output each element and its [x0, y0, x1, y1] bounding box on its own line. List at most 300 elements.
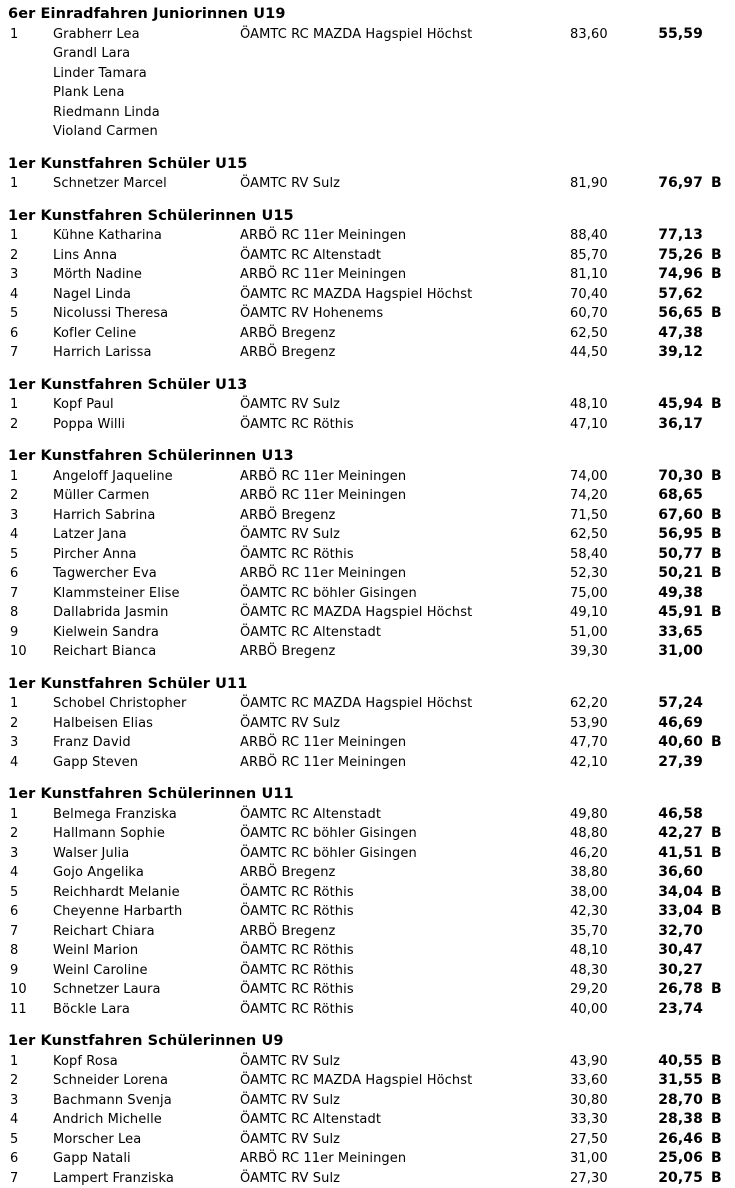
rider-name: Grandl Lara	[53, 44, 240, 64]
name-cell	[53, 694, 240, 714]
result-section	[0, 1032, 735, 1188]
result-cell: 45,91	[598, 603, 703, 623]
rank-cell: 9	[10, 961, 53, 981]
rider-name: Klammsteiner Elise	[53, 584, 240, 604]
name-cell	[53, 285, 240, 305]
result-row	[0, 584, 735, 604]
score-cell: 74,20	[570, 486, 598, 506]
rank-cell: 1	[10, 694, 53, 714]
result-row	[0, 733, 735, 753]
result-cell: 70,30	[598, 467, 703, 487]
rider-name: Kielwein Sandra	[53, 623, 240, 643]
score-cell: 30,80	[570, 1091, 598, 1111]
name-cell	[53, 545, 240, 565]
name-cell	[53, 902, 240, 922]
section-title: 1er Kunstfahren Schüler U11	[0, 675, 735, 695]
result-row	[0, 1169, 735, 1188]
result-row	[0, 753, 735, 773]
club-cell: ARBÖ Bregenz	[240, 343, 570, 363]
club-cell: ÖAMTC RC Altenstadt	[240, 1110, 570, 1130]
name-cell	[53, 304, 240, 324]
result-cell: 39,12	[598, 343, 703, 363]
bonus-flag-cell: B	[703, 824, 735, 844]
bonus-flag-cell: B	[703, 564, 735, 584]
rank-cell: 7	[10, 922, 53, 942]
result-row	[0, 265, 735, 285]
score-cell: 48,80	[570, 824, 598, 844]
result-row	[0, 1000, 735, 1020]
rider-name: Böckle Lara	[53, 1000, 240, 1020]
result-row	[0, 525, 735, 545]
rank-cell: 10	[10, 980, 53, 1000]
result-cell: 23,74	[598, 1000, 703, 1020]
rider-name: Kofler Celine	[53, 324, 240, 344]
rider-name: Schobel Christopher	[53, 694, 240, 714]
name-cell	[53, 415, 240, 435]
bonus-flag-cell: B	[703, 395, 735, 415]
result-row	[0, 883, 735, 903]
result-row	[0, 415, 735, 435]
club-cell: ARBÖ Bregenz	[240, 324, 570, 344]
name-cell	[53, 642, 240, 662]
rider-name: Lins Anna	[53, 246, 240, 266]
rank-cell: 6	[10, 902, 53, 922]
club-cell: ÖAMTC RV Sulz	[240, 1130, 570, 1150]
score-cell: 53,90	[570, 714, 598, 734]
result-row	[0, 486, 735, 506]
score-cell: 42,30	[570, 902, 598, 922]
result-row	[0, 603, 735, 623]
club-cell: ARBÖ Bregenz	[240, 922, 570, 942]
result-cell: 49,38	[598, 584, 703, 604]
result-section	[0, 376, 735, 435]
score-cell: 88,40	[570, 226, 598, 246]
name-cell	[53, 922, 240, 942]
result-row	[0, 324, 735, 344]
rank-cell: 1	[10, 226, 53, 246]
result-cell: 27,39	[598, 753, 703, 773]
score-cell: 51,00	[570, 623, 598, 643]
score-cell: 38,80	[570, 863, 598, 883]
name-cell	[53, 603, 240, 623]
result-section	[0, 155, 735, 194]
rider-name: Müller Carmen	[53, 486, 240, 506]
rider-name: Reichart Bianca	[53, 642, 240, 662]
section-title: 1er Kunstfahren Schülerinnen U15	[0, 207, 735, 227]
bonus-flag-cell: B	[703, 902, 735, 922]
score-cell: 33,60	[570, 1071, 598, 1091]
result-row	[0, 714, 735, 734]
rank-cell: 5	[10, 883, 53, 903]
club-cell: ARBÖ RC 11er Meiningen	[240, 226, 570, 246]
bonus-flag-cell: B	[703, 733, 735, 753]
rider-name: Harrich Sabrina	[53, 506, 240, 526]
result-row	[0, 506, 735, 526]
rank-cell: 6	[10, 1149, 53, 1169]
club-cell: ARBÖ RC 11er Meiningen	[240, 564, 570, 584]
result-row	[0, 844, 735, 864]
score-cell: 48,10	[570, 395, 598, 415]
rank-cell: 1	[10, 174, 53, 194]
score-cell: 33,30	[570, 1110, 598, 1130]
club-cell: ARBÖ RC 11er Meiningen	[240, 467, 570, 487]
club-cell: ÖAMTC RC MAZDA Hagspiel Höchst	[240, 285, 570, 305]
result-cell: 45,94	[598, 395, 703, 415]
club-cell: ARBÖ Bregenz	[240, 506, 570, 526]
rider-name: Cheyenne Harbarth	[53, 902, 240, 922]
section-title: 1er Kunstfahren Schülerinnen U11	[0, 785, 735, 805]
name-cell	[53, 824, 240, 844]
club-cell: ÖAMTC RV Sulz	[240, 395, 570, 415]
rank-cell: 3	[10, 733, 53, 753]
rank-cell: 1	[10, 805, 53, 825]
result-row	[0, 694, 735, 714]
result-cell: 36,17	[598, 415, 703, 435]
club-cell: ÖAMTC RV Sulz	[240, 1169, 570, 1188]
rank-cell: 9	[10, 623, 53, 643]
result-row	[0, 1091, 735, 1111]
name-cell	[53, 1130, 240, 1150]
club-cell: ÖAMTC RC Röthis	[240, 941, 570, 961]
rank-cell: 5	[10, 1130, 53, 1150]
rider-name: Poppa Willi	[53, 415, 240, 435]
rider-name: Kopf Rosa	[53, 1052, 240, 1072]
club-cell: ÖAMTC RV Sulz	[240, 714, 570, 734]
club-cell: ÖAMTC RC MAZDA Hagspiel Höchst	[240, 25, 570, 45]
rider-name: Franz David	[53, 733, 240, 753]
rank-cell: 7	[10, 343, 53, 363]
score-cell: 62,50	[570, 324, 598, 344]
rank-cell: 4	[10, 863, 53, 883]
score-cell: 49,80	[570, 805, 598, 825]
rider-name: Grabherr Lea	[53, 25, 240, 45]
name-cell	[53, 486, 240, 506]
result-cell: 26,78	[598, 980, 703, 1000]
result-cell: 47,38	[598, 324, 703, 344]
section-title: 6er Einradfahren Juniorinnen U19	[0, 5, 735, 25]
name-cell	[53, 1000, 240, 1020]
score-cell: 35,70	[570, 922, 598, 942]
name-cell	[53, 564, 240, 584]
bonus-flag-cell: B	[703, 304, 735, 324]
name-cell	[53, 1169, 240, 1188]
club-cell: ÖAMTC RC böhler Gisingen	[240, 844, 570, 864]
score-cell: 71,50	[570, 506, 598, 526]
bonus-flag-cell: B	[703, 844, 735, 864]
club-cell: ARBÖ Bregenz	[240, 863, 570, 883]
result-row	[0, 246, 735, 266]
rider-name: Gojo Angelika	[53, 863, 240, 883]
rank-cell: 4	[10, 525, 53, 545]
club-cell: ÖAMTC RC Röthis	[240, 961, 570, 981]
name-cell	[53, 844, 240, 864]
result-cell: 77,13	[598, 226, 703, 246]
result-row	[0, 304, 735, 324]
score-cell: 52,30	[570, 564, 598, 584]
rider-name: Walser Julia	[53, 844, 240, 864]
score-cell: 47,70	[570, 733, 598, 753]
name-cell	[53, 753, 240, 773]
name-cell	[53, 1071, 240, 1091]
result-row	[0, 285, 735, 305]
result-row	[0, 25, 735, 142]
result-cell: 36,60	[598, 863, 703, 883]
rank-cell: 4	[10, 1110, 53, 1130]
rider-name: Pircher Anna	[53, 545, 240, 565]
result-cell: 41,51	[598, 844, 703, 864]
score-cell: 27,30	[570, 1169, 598, 1188]
score-cell: 58,40	[570, 545, 598, 565]
result-row	[0, 545, 735, 565]
club-cell: ÖAMTC RV Sulz	[240, 1091, 570, 1111]
rider-name: Gapp Steven	[53, 753, 240, 773]
bonus-flag-cell: B	[703, 467, 735, 487]
score-cell: 48,10	[570, 941, 598, 961]
result-cell: 40,60	[598, 733, 703, 753]
rider-name: Reichhardt Melanie	[53, 883, 240, 903]
bonus-flag-cell: B	[703, 265, 735, 285]
rider-name: Schneider Lorena	[53, 1071, 240, 1091]
name-cell	[53, 733, 240, 753]
rank-cell: 6	[10, 564, 53, 584]
rank-cell: 10	[10, 642, 53, 662]
score-cell: 60,70	[570, 304, 598, 324]
club-cell: ÖAMTC RC Röthis	[240, 415, 570, 435]
name-cell	[53, 525, 240, 545]
score-cell: 81,90	[570, 174, 598, 194]
score-cell: 39,30	[570, 642, 598, 662]
result-cell: 46,58	[598, 805, 703, 825]
result-section	[0, 207, 735, 363]
result-cell: 42,27	[598, 824, 703, 844]
bonus-flag-cell: B	[703, 506, 735, 526]
rank-cell: 7	[10, 584, 53, 604]
result-cell: 30,27	[598, 961, 703, 981]
rank-cell: 2	[10, 714, 53, 734]
rider-name: Hallmann Sophie	[53, 824, 240, 844]
result-cell: 57,24	[598, 694, 703, 714]
score-cell: 74,00	[570, 467, 598, 487]
result-row	[0, 467, 735, 487]
score-cell: 62,20	[570, 694, 598, 714]
bonus-flag-cell: B	[703, 980, 735, 1000]
score-cell: 75,00	[570, 584, 598, 604]
result-cell: 46,69	[598, 714, 703, 734]
score-cell: 27,50	[570, 1130, 598, 1150]
result-cell: 31,00	[598, 642, 703, 662]
result-row	[0, 1110, 735, 1130]
result-cell: 32,70	[598, 922, 703, 942]
result-row	[0, 642, 735, 662]
result-row	[0, 961, 735, 981]
result-cell: 50,77	[598, 545, 703, 565]
rider-name: Nagel Linda	[53, 285, 240, 305]
rider-name: Latzer Jana	[53, 525, 240, 545]
result-cell: 33,04	[598, 902, 703, 922]
result-cell: 34,04	[598, 883, 703, 903]
section-title: 1er Kunstfahren Schülerinnen U13	[0, 447, 735, 467]
club-cell: ARBÖ Bregenz	[240, 642, 570, 662]
result-cell: 57,62	[598, 285, 703, 305]
name-cell	[53, 1110, 240, 1130]
result-cell: 30,47	[598, 941, 703, 961]
rank-cell: 6	[10, 324, 53, 344]
result-cell: 75,26	[598, 246, 703, 266]
result-cell: 56,95	[598, 525, 703, 545]
result-row	[0, 980, 735, 1000]
name-cell	[53, 265, 240, 285]
result-cell: 76,97	[598, 174, 703, 194]
club-cell: ÖAMTC RV Sulz	[240, 174, 570, 194]
bonus-flag-cell: B	[703, 174, 735, 194]
result-row	[0, 863, 735, 883]
rank-cell: 7	[10, 1169, 53, 1188]
result-row	[0, 824, 735, 844]
rank-cell: 1	[10, 395, 53, 415]
rank-cell: 3	[10, 844, 53, 864]
result-section	[0, 5, 735, 142]
rank-cell: 1	[10, 1052, 53, 1072]
rider-name: Mörth Nadine	[53, 265, 240, 285]
section-title: 1er Kunstfahren Schüler U13	[0, 376, 735, 396]
score-cell: 43,90	[570, 1052, 598, 1072]
rank-cell: 3	[10, 506, 53, 526]
rank-cell: 8	[10, 941, 53, 961]
result-row	[0, 564, 735, 584]
score-cell: 46,20	[570, 844, 598, 864]
club-cell: ÖAMTC RC Röthis	[240, 902, 570, 922]
rank-cell: 2	[10, 415, 53, 435]
score-cell: 70,40	[570, 285, 598, 305]
name-cell	[53, 961, 240, 981]
club-cell: ÖAMTC RC MAZDA Hagspiel Höchst	[240, 694, 570, 714]
rider-name: Kopf Paul	[53, 395, 240, 415]
bonus-flag-cell: B	[703, 1110, 735, 1130]
score-cell: 62,50	[570, 525, 598, 545]
bonus-flag-cell: B	[703, 1071, 735, 1091]
rider-name: Weinl Caroline	[53, 961, 240, 981]
result-section	[0, 447, 735, 662]
name-cell	[53, 467, 240, 487]
name-cell	[53, 246, 240, 266]
result-row	[0, 174, 735, 194]
result-row	[0, 1149, 735, 1169]
rider-name: Tagwercher Eva	[53, 564, 240, 584]
bonus-flag-cell: B	[703, 525, 735, 545]
result-row	[0, 902, 735, 922]
rider-name: Lampert Franziska	[53, 1169, 240, 1188]
bonus-flag-cell: B	[703, 1091, 735, 1111]
name-cell	[53, 980, 240, 1000]
result-row	[0, 343, 735, 363]
rank-cell: 3	[10, 265, 53, 285]
result-cell: 68,65	[598, 486, 703, 506]
result-row	[0, 395, 735, 415]
rider-name: Harrich Larissa	[53, 343, 240, 363]
rider-name: Morscher Lea	[53, 1130, 240, 1150]
result-cell: 25,06	[598, 1149, 703, 1169]
rank-cell: 1	[10, 25, 53, 45]
score-cell: 48,30	[570, 961, 598, 981]
rank-cell: 2	[10, 246, 53, 266]
score-cell: 42,10	[570, 753, 598, 773]
club-cell: ÖAMTC RC Röthis	[240, 1000, 570, 1020]
score-cell: 85,70	[570, 246, 598, 266]
result-cell: 33,65	[598, 623, 703, 643]
rider-name: Bachmann Svenja	[53, 1091, 240, 1111]
score-cell: 40,00	[570, 1000, 598, 1020]
bonus-flag-cell: B	[703, 246, 735, 266]
club-cell: ÖAMTC RC MAZDA Hagspiel Höchst	[240, 603, 570, 623]
result-cell: 56,65	[598, 304, 703, 324]
rider-name: Angeloff Jaqueline	[53, 467, 240, 487]
section-title: 1er Kunstfahren Schülerinnen U9	[0, 1032, 735, 1052]
rider-name: Andrich Michelle	[53, 1110, 240, 1130]
club-cell: ÖAMTC RC MAZDA Hagspiel Höchst	[240, 1071, 570, 1091]
score-cell: 31,00	[570, 1149, 598, 1169]
name-cell	[53, 1052, 240, 1072]
result-cell: 55,59	[598, 25, 703, 45]
result-row	[0, 1071, 735, 1091]
rank-cell: 5	[10, 304, 53, 324]
name-cell	[53, 343, 240, 363]
result-cell: 28,70	[598, 1091, 703, 1111]
rider-name: Violand Carmen	[53, 122, 240, 142]
name-cell	[53, 941, 240, 961]
bonus-flag-cell: B	[703, 545, 735, 565]
rank-cell: 4	[10, 285, 53, 305]
name-cell	[53, 584, 240, 604]
result-cell: 28,38	[598, 1110, 703, 1130]
club-cell: ÖAMTC RC Altenstadt	[240, 246, 570, 266]
score-cell: 29,20	[570, 980, 598, 1000]
bonus-flag-cell: B	[703, 1169, 735, 1188]
rank-cell: 2	[10, 824, 53, 844]
rider-name: Gapp Natali	[53, 1149, 240, 1169]
rider-name: Kühne Katharina	[53, 226, 240, 246]
club-cell: ARBÖ RC 11er Meiningen	[240, 1149, 570, 1169]
score-cell: 44,50	[570, 343, 598, 363]
result-row	[0, 1130, 735, 1150]
score-cell: 83,60	[570, 25, 598, 45]
name-cell	[53, 226, 240, 246]
rider-name: Belmega Franziska	[53, 805, 240, 825]
bonus-flag-cell: B	[703, 1149, 735, 1169]
rider-name: Nicolussi Theresa	[53, 304, 240, 324]
rider-name: Linder Tamara	[53, 64, 240, 84]
name-cell	[53, 1149, 240, 1169]
result-row	[0, 805, 735, 825]
rider-name: Riedmann Linda	[53, 103, 240, 123]
name-cell	[53, 805, 240, 825]
rank-cell: 2	[10, 1071, 53, 1091]
bonus-flag-cell: B	[703, 1130, 735, 1150]
result-row	[0, 1052, 735, 1072]
result-row	[0, 226, 735, 246]
rider-name: Schnetzer Marcel	[53, 174, 240, 194]
rider-name: Schnetzer Laura	[53, 980, 240, 1000]
result-cell: 26,46	[598, 1130, 703, 1150]
name-cell	[53, 883, 240, 903]
rank-cell: 4	[10, 753, 53, 773]
result-cell: 20,75	[598, 1169, 703, 1188]
bonus-flag-cell: B	[703, 1052, 735, 1072]
name-cell	[53, 506, 240, 526]
club-cell: ÖAMTC RV Sulz	[240, 525, 570, 545]
name-cell	[53, 25, 240, 142]
score-cell: 38,00	[570, 883, 598, 903]
name-cell	[53, 395, 240, 415]
